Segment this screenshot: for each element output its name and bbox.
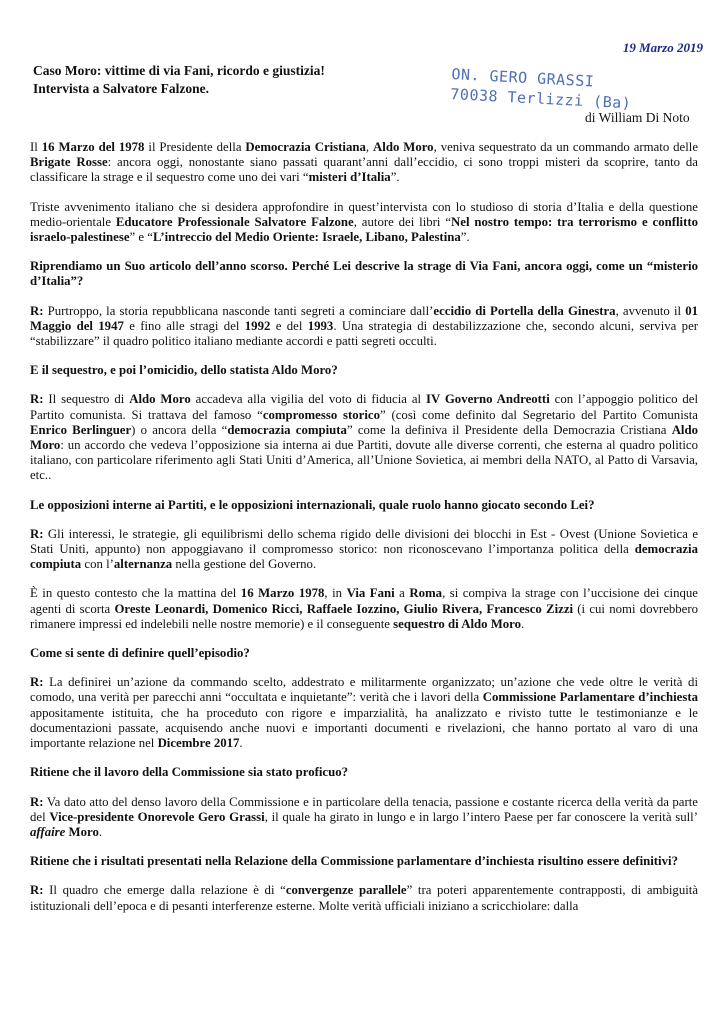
place-name: Via Fani <box>346 586 395 601</box>
text: . <box>239 736 243 751</box>
stamp-line-1: ON. GERO GRASSI <box>451 64 595 91</box>
text: ” e “ <box>129 230 153 245</box>
text: ” (così come definito dal Segretario del Partito Comunista <box>379 407 698 422</box>
person-name: Aldo Moro <box>373 140 434 154</box>
intro-paragraph-2 <box>30 200 698 246</box>
book-title-1: Nel nostro tempo: tra terrorismo e conflitto israelo-palestinese <box>30 214 699 245</box>
question-5: Ritiene che il lavoro della Commissione sia stato proficuo? <box>30 765 349 780</box>
text: con l’ <box>81 557 114 572</box>
text: Triste avvenimento italiano che si desidera approfondire in quest’intervista con lo studioso di storia d’Italia e della questione medio-orientale <box>30 199 698 229</box>
text: Il quadro che emerge dalla relazione è di “ <box>43 883 286 898</box>
victim-names: Oreste Leonardi, Domenico Ricci, Raffaele Iozzino, Giulio Rivera, Francesco Zizzi <box>114 601 574 616</box>
article-body <box>30 140 698 928</box>
party-name: Democrazia Cristiana <box>245 140 366 154</box>
text: . <box>521 616 525 631</box>
document-date: 19 Marzo 2019 <box>622 40 703 55</box>
phrase-bold: convergenze parallele <box>285 883 407 898</box>
person-name: Moro <box>68 824 99 839</box>
text: ” tra poteri apparentemente contrapposti, di ambiguità istituzionali dell’epoca e di pesanti interferenze esterne. Molte verità ufficiali iniziano a scricchiolare: dalla <box>30 883 699 913</box>
text: appositamente istituita, che ha proceduto con rigore e imparzialità, ha analizzato e rivisto tutte le testimonianze e le documentazioni passate, acquisendo anche nuovi e importanti documenti e rivelazioni, che hanno portato al varo di una importante relazione nel <box>30 705 698 751</box>
text: È in questo contesto che la mattina del <box>30 586 241 601</box>
article-title <box>33 62 325 98</box>
question-1: Riprendiamo un Suo articolo dell’anno scorso. Perché Lei descrive la strage di Via Fani, ancora oggi, come un “misterio d’Italia”? <box>30 259 698 289</box>
answer-4 <box>30 675 698 751</box>
text: Il <box>30 140 42 154</box>
office-stamp <box>450 64 633 113</box>
text: accadeva alla vigilia del voto di fiducia al <box>190 392 426 407</box>
text: . Una strategia di destabilizzazione che, secondo alcuni, serviva per “stabilizzare” il quadro politico italiano mediante accordi e patti segreti occulti. <box>30 318 699 349</box>
question-6: Ritiene che i risultati presentati nella Relazione della Commissione parlamentare d’inchiesta risultino essere definitivi? <box>30 854 678 869</box>
answer-marker: R: <box>30 392 44 407</box>
text: ” come la definiva il Presidente della Democrazia Cristiana <box>346 422 672 437</box>
text: , avvenuto il <box>615 303 686 318</box>
text: ”. <box>460 230 470 245</box>
answer-2 <box>30 392 698 483</box>
date-bold: 16 Marzo del 1978 <box>41 140 145 154</box>
answer-marker: R: <box>30 675 44 690</box>
phrase-bold: misteri d’Italia <box>308 170 391 185</box>
answer-1 <box>30 304 698 350</box>
text: Il sequestro di <box>43 392 130 407</box>
text: con l’appoggio politico del Partito comunista. Si trattava del famoso “ <box>30 392 699 422</box>
person-name: Enrico Berlinguer <box>30 422 132 437</box>
text: . <box>98 824 103 839</box>
article-author: di William Di Noto <box>585 110 690 125</box>
stamp-line-2: 70038 Terlizzi (Ba) <box>449 84 632 113</box>
phrase-bold: sequestro di Aldo Moro <box>393 616 522 631</box>
answer-6 <box>30 883 698 913</box>
text: e fino alle stragi del <box>123 318 245 333</box>
answer-marker: R: <box>30 883 44 898</box>
text: : un accordo che vedeva l’opposizione sia interna ai due Partiti, dovute alle diverse correnti, che esterna al quadro politico italiano, con particolare riferimento agli Stati Uniti d’America, all’Unione Sovietica, ai membri della NATO, al Patto di Varsavia, etc.. <box>30 438 698 483</box>
date-bold: Dicembre 2017 <box>157 736 240 751</box>
text: Purtroppo, la storia repubblicana nasconde tanti segreti a cominciare dall’ <box>43 303 434 318</box>
answer-marker: R: <box>30 526 44 541</box>
text: nella gestione del Governo. <box>172 557 317 572</box>
answer-marker: R: <box>30 794 44 809</box>
group-name: Brigate Rosse <box>30 155 108 170</box>
question-3: Le opposizioni interne ai Partiti, e le opposizioni internazionali, quale ruolo hanno giocato secondo Lei? <box>30 497 595 512</box>
text: Va dato atto del denso lavoro della Commissione e in particolare della tenacia, passione e costante ricerca della verità da parte del <box>30 794 698 824</box>
text: a <box>394 586 410 601</box>
text: Gli interessi, le strategie, gli equilibrismi dello schema rigido delle divisioni dei blocchi in Est - Ovest (Unione Sovietica e Stati Uniti, appunto) non appoggiavano il compromesso storico: non riconoscevano l’importanza politica della <box>30 526 698 557</box>
date-bold: 01 Maggio del 1947 <box>30 303 698 333</box>
phrase-bold: compromesso storico <box>262 407 380 422</box>
italic-word: affaire <box>30 824 66 839</box>
question-4: Come si sente di definire quell’episodio? <box>30 646 250 661</box>
text: il Presidente della <box>144 140 246 154</box>
date-bold: 16 Marzo 1978 <box>240 586 325 601</box>
text: (i cui nomi dovrebbero rimanere impressi ed indelebili nelle nostre memorie) e il conseguente <box>30 601 699 631</box>
text: , veniva sequestrato da un commando armato delle <box>433 140 699 154</box>
answer-3-continued <box>30 586 698 632</box>
text: ”. <box>390 170 400 185</box>
phrase-bold: eccidio di Portella della Ginestra <box>433 303 616 318</box>
answer-5 <box>30 795 698 841</box>
government-name: IV Governo Andreotti <box>425 392 550 407</box>
year-bold: 1992 <box>244 318 271 333</box>
text: ) o ancora della “ <box>131 422 228 437</box>
intro-paragraph-1 <box>30 140 698 186</box>
year-bold: 1993 <box>307 318 334 333</box>
text: , il quale ha girato in lungo e in largo l’intero Paese per far conoscere la verità sull’ <box>264 809 698 824</box>
text: e del <box>270 318 308 333</box>
person-name: Aldo Moro <box>129 392 191 407</box>
answer-3 <box>30 527 698 573</box>
book-title-2: L’intreccio del Medio Oriente: Israele, Libano, Palestina <box>152 230 461 245</box>
title-line-1: Caso Moro: vittime di via Fani, ricordo e giustizia! <box>33 63 325 78</box>
text: : ancora oggi, nonostante siano passati quarant’anni dall’eccidio, ci sono troppi misteri da scoprire, tanto da classificare la strage e il sequestro come uno dei vari “ <box>30 155 698 185</box>
phrase-bold: alternanza <box>113 557 173 572</box>
interviewee-name: Educatore Professionale Salvatore Falzone <box>115 214 354 229</box>
person-name: Aldo Moro <box>30 422 698 453</box>
commission-name: Commissione Parlamentare d’inchiesta <box>482 690 698 705</box>
text: , <box>365 140 374 154</box>
title-line-2: Intervista a Salvatore Falzone. <box>33 81 209 96</box>
answer-marker: R: <box>30 303 44 318</box>
phrase-bold: democrazia compiuta <box>30 542 698 572</box>
text: , in <box>324 586 347 601</box>
text: , si compiva la strage con l’uccisione dei cinque agenti di scorta <box>30 586 698 616</box>
question-2: E il sequestro, e poi l’omicidio, dello statista Aldo Moro? <box>30 363 338 378</box>
text: , autore dei libri “ <box>353 214 452 229</box>
person-name: Vice-presidente Onorevole Gero Grassi <box>49 809 265 824</box>
phrase-bold: democrazia compiuta <box>227 422 347 437</box>
place-name: Roma <box>409 586 443 601</box>
text: La definirei un’azione da commando scelto, addestrato e militarmente organizzato; un’azione che vede oltre le verità di comodo, una verità per parecchi anni “occultata e inquietante”: verità che i lavori della <box>30 675 698 705</box>
